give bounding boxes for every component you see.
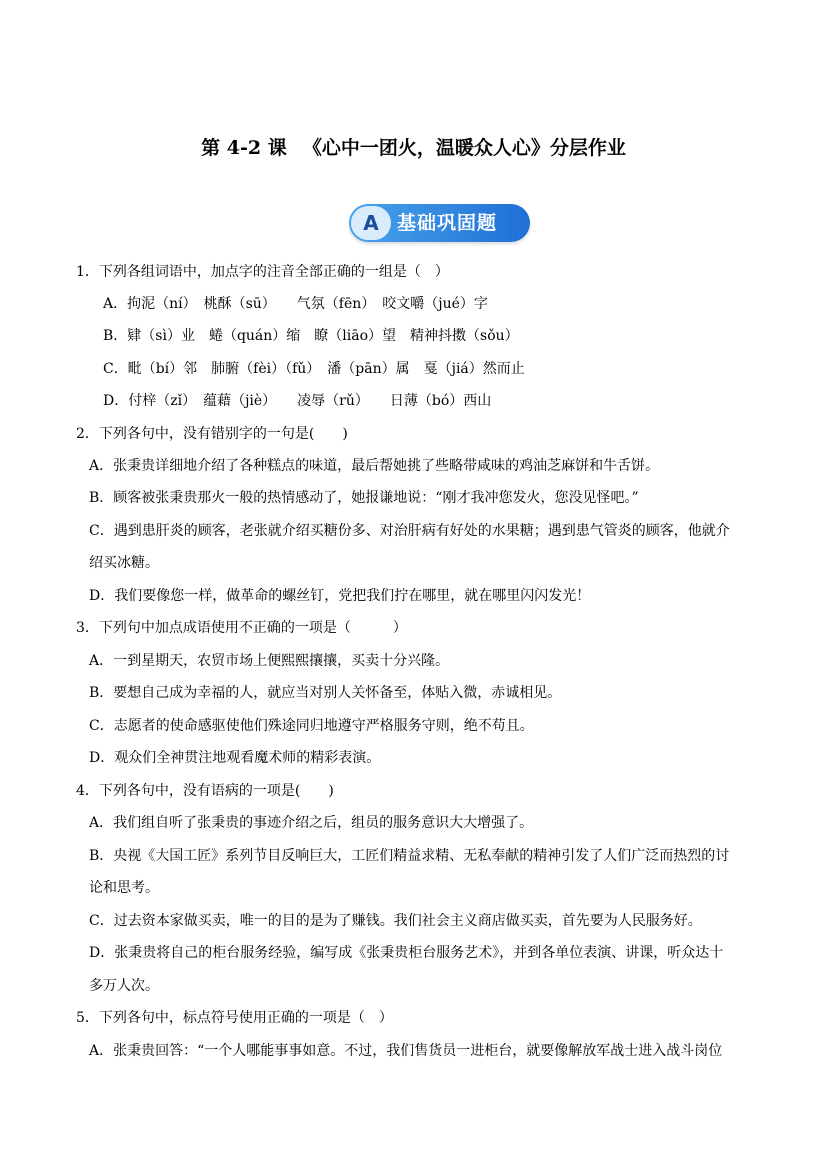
answer-option: A．我们组自听了张秉贵的事迹介绍之后，组员的服务意识大大增强了。 <box>89 815 534 831</box>
section-badge <box>349 204 530 242</box>
answer-option: D．我们要像您一样，做革命的螺丝钉，党把我们拧在哪里，就在哪里闪闪发光！ <box>89 588 591 604</box>
answer-option: C．遇到患肝炎的顾客，老张就介绍买糖份多、对治肝病有好处的水果糖；遇到患气管炎的顾客，他就介 <box>89 523 730 539</box>
answer-option: B．肄（sì）业 蜷（quán）缩 瞭（liāo）望 精神抖擞（sǒu） <box>103 328 519 344</box>
page-title: 第 4-2 课 《心中一团火，温暖众人心》分层作业 <box>201 137 626 159</box>
answer-option: C．毗（bí）邻 肺腑（fèi）（fǔ） 潘（pān）属 戛（jiá）然而止 <box>103 361 525 377</box>
option-continuation: 多万人次。 <box>89 978 159 994</box>
answer-option: D．张秉贵将自己的柜台服务经验，编写成《张秉贵柜台服务艺术》，并到各单位表演、讲课，听众达十 <box>89 945 724 961</box>
answer-option: C．过去资本家做买卖，唯一的目的是为了赚钱。我们社会主义商店做买卖，首先要为人民服务好。 <box>89 913 702 929</box>
answer-option: D．付梓（zǐ） 蕴藉（jiè） 凌辱（rǔ） 日薄（bó）西山 <box>103 393 492 409</box>
answer-option: A．张秉贵详细地介绍了各种糕点的味道，最后帮她挑了些略带咸味的鸡油芝麻饼和牛舌饼。 <box>89 458 660 474</box>
answer-option: B．顾客被张秉贵那火一般的热情感动了，她报谦地说：“刚才我冲您发火，您没见怪吧。” <box>89 490 639 506</box>
section-label: 基础巩固题 <box>397 212 498 234</box>
answer-option: A．张秉贵回答：“一个人哪能事事如意。不过，我们售货员一进柜台，就要像解放军战士进入战斗岗位 <box>89 1043 723 1059</box>
answer-option: A．拘泥（ní） 桃酥（sū） 气氛（fēn） 咬文嚼（jué）字 <box>103 296 488 312</box>
answer-option: C．志愿者的使命感驱使他们殊途同归地遵守严格服务守则，绝不苟且。 <box>89 718 534 734</box>
option-continuation: 论和思考。 <box>89 880 159 896</box>
option-continuation: 绍买冰糖。 <box>89 555 159 571</box>
answer-option: B．要想自己成为幸福的人，就应当对别人关怀备至，体贴入微，赤诚相见。 <box>89 685 562 701</box>
question-stem: 1．下列各组词语中，加点字的注音全部正确的一组是（ ） <box>76 264 449 280</box>
question-stem: 5．下列各句中，标点符号使用正确的一项是（ ） <box>76 1010 393 1026</box>
answer-option: B．央视《大国工匠》系列节目反响巨大，工匠们精益求精、无私奉献的精神引发了人们广泛而热烈的讨 <box>89 848 730 864</box>
answer-option: D．观众们全神贯注地观看魔术师的精彩表演。 <box>89 750 381 766</box>
question-stem: 3．下列句中加点成语使用不正确的一项是（ ） <box>76 620 407 636</box>
question-stem: 2．下列各句中，没有错别字的一句是( ) <box>76 426 348 442</box>
section-letter: A <box>351 206 391 240</box>
answer-option: A．一到星期天，农贸市场上便熙熙攘攘，买卖十分兴隆。 <box>89 653 450 669</box>
question-stem: 4．下列各句中，没有语病的一项是( ) <box>76 783 334 799</box>
